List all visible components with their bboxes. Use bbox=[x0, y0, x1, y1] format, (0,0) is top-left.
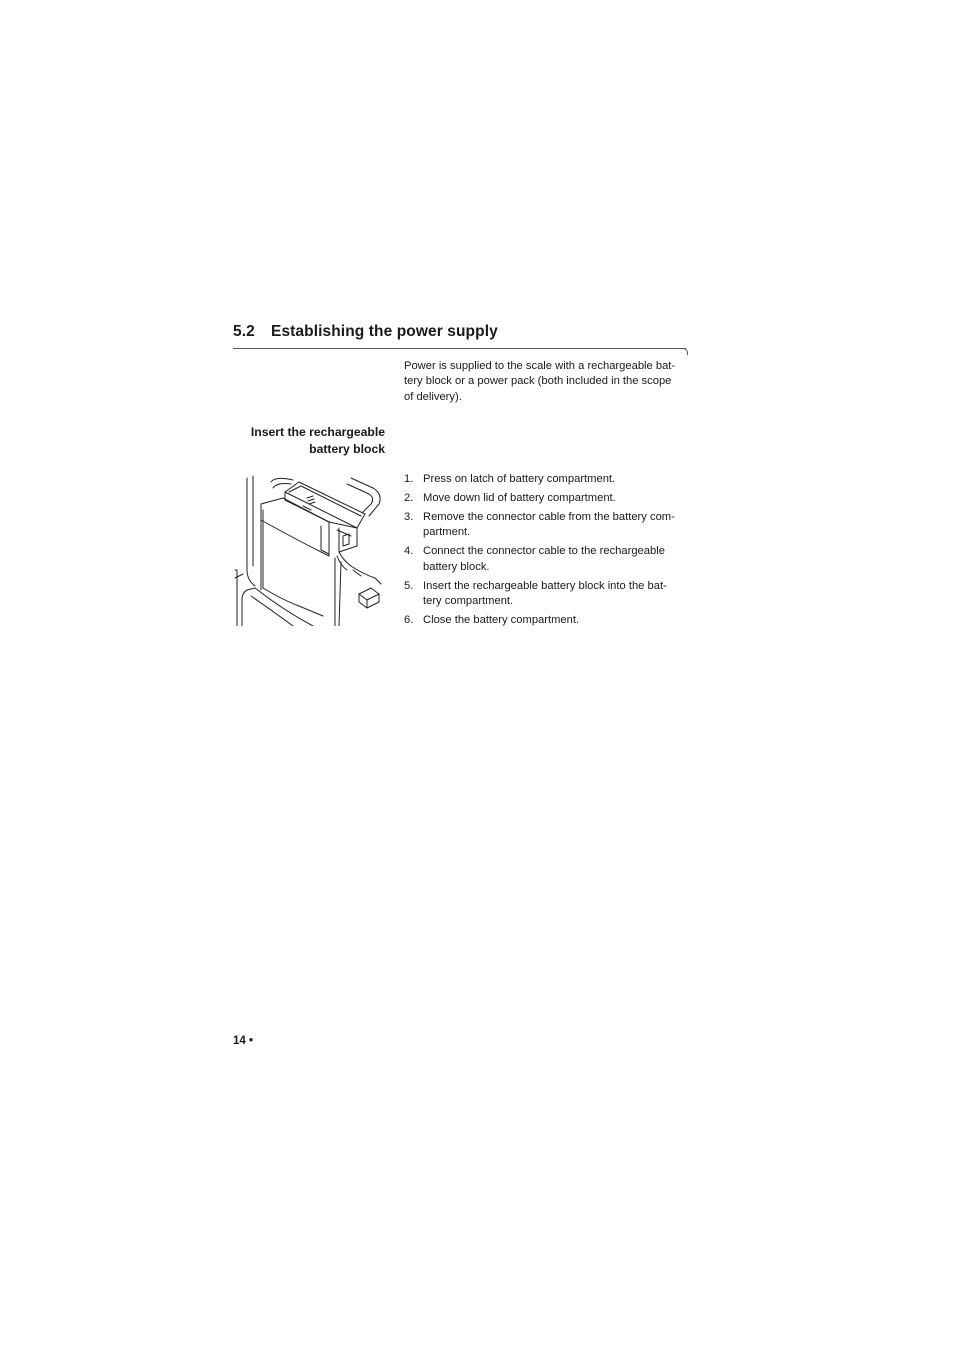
section-number: 5.2 bbox=[233, 323, 255, 340]
heading-rule bbox=[233, 348, 686, 349]
section-title: Establishing the power supply bbox=[271, 323, 498, 340]
step-number: 4. bbox=[404, 545, 414, 558]
step-text: Close the battery compartment. bbox=[423, 613, 580, 626]
step-number: 6. bbox=[404, 613, 414, 626]
step-text: tery compartment. bbox=[423, 594, 514, 607]
step-number: 2. bbox=[404, 491, 414, 504]
step-number: 5. bbox=[404, 579, 414, 592]
subsection-heading bbox=[210, 424, 385, 457]
subsection-heading-line: battery block bbox=[309, 441, 385, 456]
intro-line: tery block or a power pack (both included in the scope bbox=[404, 375, 672, 388]
step-item bbox=[404, 579, 694, 610]
step-number: 1. bbox=[404, 473, 414, 485]
page-number: 14 • bbox=[233, 1035, 254, 1047]
step-text: Connect the connector cable to the rechargeable bbox=[423, 545, 665, 558]
battery-compartment-illustration bbox=[233, 470, 391, 626]
instruction-steps bbox=[404, 472, 694, 632]
intro-paragraph bbox=[404, 359, 692, 405]
step-text: partment. bbox=[423, 526, 471, 539]
step-item bbox=[404, 613, 694, 628]
section-heading bbox=[233, 323, 498, 341]
step-item bbox=[404, 510, 694, 541]
step-text: battery block. bbox=[423, 560, 490, 573]
step-text: Insert the rechargeable battery block into the bat- bbox=[423, 579, 667, 592]
step-item bbox=[404, 472, 694, 487]
heading-rule-corner bbox=[682, 348, 688, 355]
step-text: Remove the connector cable from the battery com- bbox=[423, 510, 675, 523]
step-item bbox=[404, 491, 694, 506]
subsection-heading-line: Insert the rechargeable bbox=[250, 425, 385, 439]
step-number: 3. bbox=[404, 510, 414, 523]
intro-line: of delivery). bbox=[404, 390, 462, 403]
step-item bbox=[404, 544, 694, 575]
step-text: Move down lid of battery compartment. bbox=[423, 491, 616, 504]
step-text: Press on latch of battery compartment. bbox=[423, 473, 616, 485]
intro-line: Power is supplied to the scale with a rechargeable bat- bbox=[404, 360, 676, 372]
